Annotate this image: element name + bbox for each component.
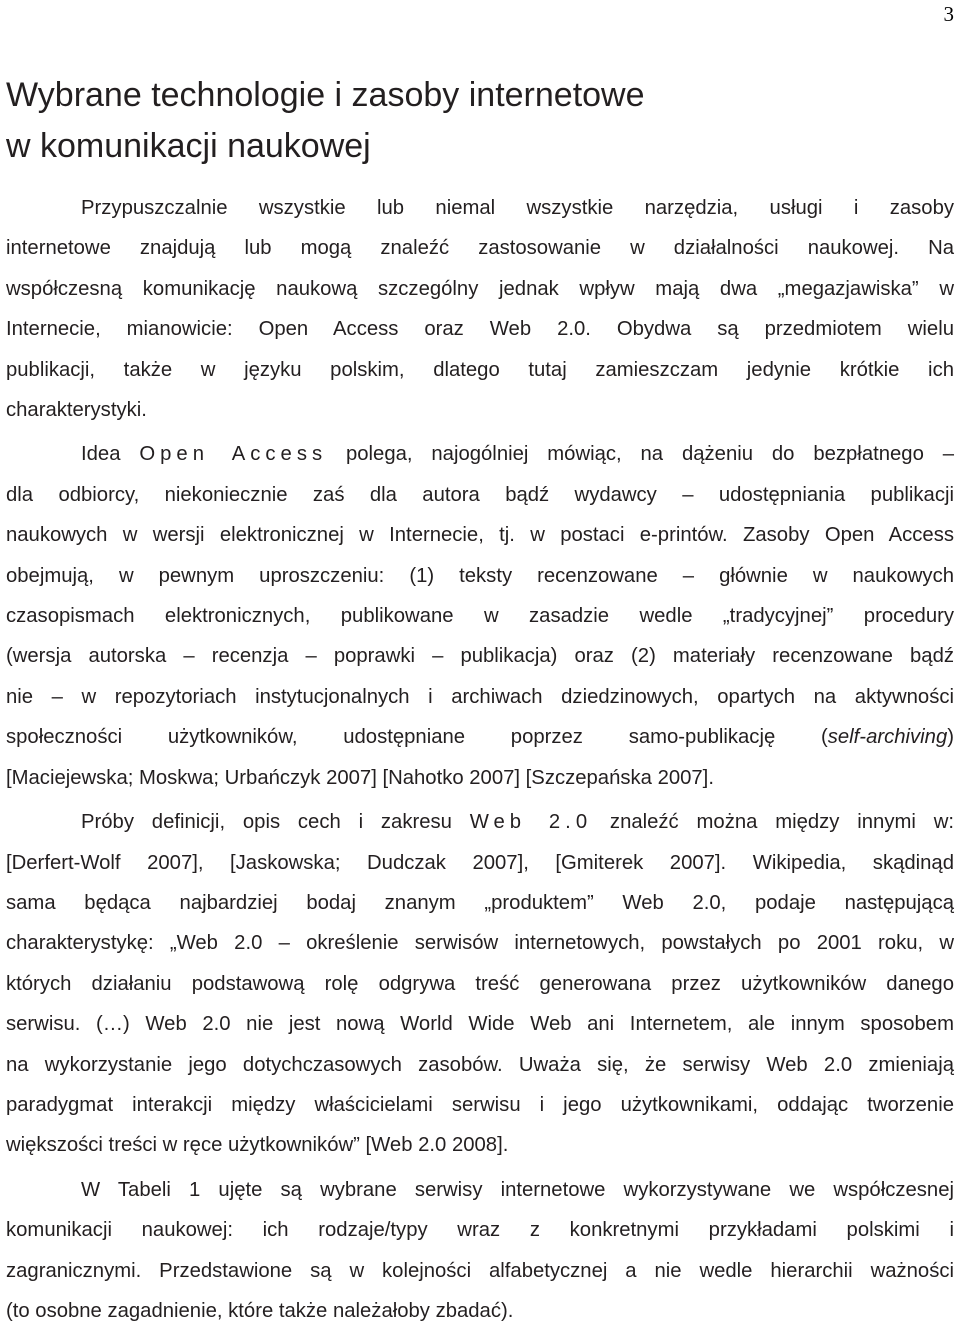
body-text bbox=[6, 188, 954, 1335]
paragraph-line: (wersja autorska – recenzja – poprawki – publikacja) oraz (2) materiały recenzowane bądź bbox=[6, 645, 954, 668]
line-text: polega, najogólniej mówiąc, na dążeniu do bezpłatnego – bbox=[327, 443, 955, 466]
section-title bbox=[6, 70, 946, 172]
paragraph-line: na wykorzystanie jego dotychczasowych zasobów. Uważa się, że serwisy Web 2.0 zmieniają bbox=[6, 1053, 954, 1076]
paragraph-web-2-0 bbox=[6, 802, 954, 1166]
paragraph-line: paradygmat interakcji między właścicielami serwisu i jego użytkownikami, oddając tworzenie bbox=[6, 1093, 954, 1116]
paragraph-line: większości treści w ręce użytkowników” [Web 2.0 2008]. bbox=[6, 1134, 509, 1157]
paragraph-line bbox=[6, 434, 954, 474]
paragraph-line: zagranicznymi. Przedstawione są w kolejności alfabetycznej a nie wedle hierarchii ważności bbox=[6, 1259, 954, 1282]
paragraph-line: których działaniu podstawową rolę odgrywa treść generowana przez użytkowników danego bbox=[6, 972, 954, 995]
paragraph-line: charakterystykę: „Web 2.0 – określenie serwisów internetowych, powstałych po 2001 roku, w bbox=[6, 932, 954, 955]
line-text: Idea bbox=[81, 443, 140, 466]
paragraph-line: sama będąca najbardziej bodaj znanym „produktem” Web 2.0, podaje następującą bbox=[6, 891, 954, 914]
paragraph-intro bbox=[6, 188, 954, 430]
page-number: 3 bbox=[943, 2, 954, 26]
paragraph-line: serwisu. (…) Web 2.0 nie jest nową World Wide Web ani Internetem, ale innym sposobem bbox=[6, 1013, 954, 1036]
line-text: społeczności użytkowników, udostępniane poprzez samo-publikację ( bbox=[6, 726, 828, 749]
line-text: znaleźć można między innymi w: bbox=[592, 811, 954, 834]
line-text: Próby definicji, opis cech i zakresu bbox=[81, 811, 470, 834]
term-open-access: Open Access bbox=[139, 443, 328, 466]
paragraph-line: charakterystyki. bbox=[6, 399, 147, 422]
paragraph-line: publikacji, także w języku polskim, dlatego tutaj zamieszczam jedynie krótkie ich bbox=[6, 358, 954, 381]
paragraph-table-intro bbox=[6, 1170, 954, 1332]
title-line-2: w komunikacji naukowej bbox=[6, 127, 371, 165]
italic-term: self-archiving bbox=[827, 726, 948, 749]
paragraph-line: obejmują, w pewnym uproszczeniu: (1) teksty recenzowane – głównie w naukowych bbox=[6, 564, 954, 587]
paragraph-line bbox=[6, 802, 954, 842]
paragraph-line: (to osobne zagadnienie, które także należałoby zbadać). bbox=[6, 1299, 514, 1322]
line-text: ) bbox=[947, 726, 954, 749]
paragraph-line: nie – w repozytoriach instytucjonalnych i archiwach dziedzinowych, opartych na aktywności bbox=[6, 685, 954, 708]
paragraph-line: współczesną komunikację naukową szczególny jednak wpływ mają dwa „megazjawiska” w bbox=[6, 277, 954, 300]
paragraph-line: komunikacji naukowej: ich rodzaje/typy wraz z konkretnymi przykładami polskimi i bbox=[6, 1219, 954, 1242]
paragraph-line: dla odbiorcy, niekoniecznie zaś dla autora bądź wydawcy – udostępniania publikacji bbox=[6, 483, 954, 506]
title-line-1: Wybrane technologie i zasoby internetowe bbox=[6, 76, 645, 114]
paragraph-line: naukowych w wersji elektronicznej w Internecie, tj. w postaci e-printów. Zasoby Open Access bbox=[6, 524, 954, 547]
paragraph-line: [Derfert-Wolf 2007], [Jaskowska; Dudczak 2007], [Gmiterek 2007]. Wikipedia, skądinąd bbox=[6, 851, 954, 874]
paragraph-line: Internecie, mianowicie: Open Access oraz Web 2.0. Obydwa są przedmiotem wielu bbox=[6, 318, 954, 341]
paragraph-line: czasopismach elektronicznych, publikowane w zasadzie wedle „tradycyjnej” procedury bbox=[6, 605, 954, 628]
paragraph-line: Przypuszczalnie wszystkie lub niemal wszystkie narzędzia, usługi i zasoby bbox=[81, 197, 954, 219]
term-web-2-0: Web 2.0 bbox=[469, 811, 593, 834]
paragraph-line: W Tabeli 1 ujęte są wybrane serwisy internetowe wykorzystywane we współczesnej bbox=[81, 1178, 954, 1201]
paragraph-line bbox=[6, 717, 954, 757]
paragraph-line: [Maciejewska; Moskwa; Urbańczyk 2007] [Nahotko 2007] [Szczepańska 2007]. bbox=[6, 766, 714, 789]
paragraph-open-access bbox=[6, 434, 954, 798]
paragraph-line: internetowe znajdują lub mogą znaleźć zastosowanie w działalności naukowej. Na bbox=[6, 237, 954, 260]
